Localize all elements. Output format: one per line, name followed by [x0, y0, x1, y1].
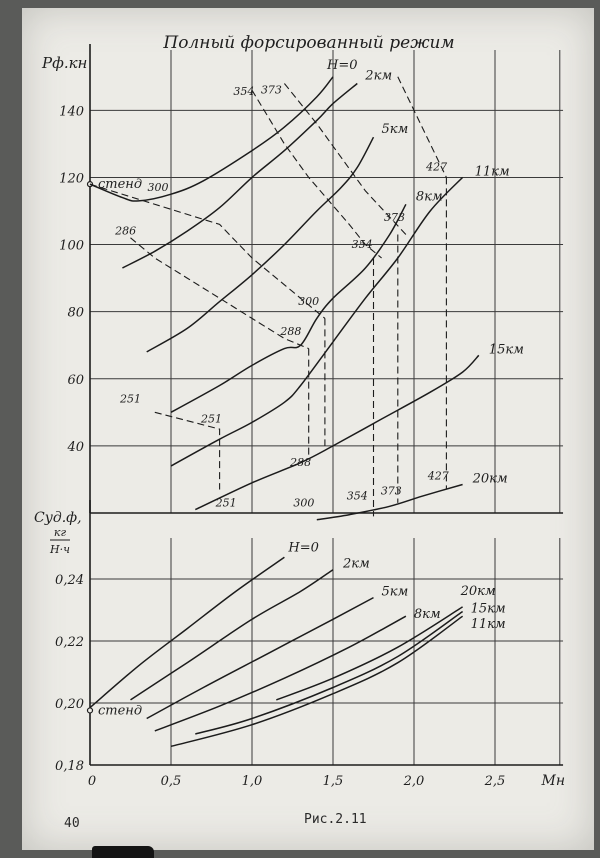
y-tick-label: 140: [59, 104, 84, 120]
figure-caption: Рис.2.11: [304, 812, 367, 827]
series-label: 20км: [460, 583, 496, 599]
temperature-label: 251: [201, 412, 222, 426]
temperature-label: 251: [120, 392, 141, 406]
stand-label: стенд: [98, 703, 143, 719]
y-tick-label: 0,20: [55, 697, 84, 712]
temperature-label: 300: [298, 294, 320, 308]
book-page: [22, 8, 594, 850]
series-label: 20км: [472, 471, 508, 487]
x-tick-label: 1,0: [241, 774, 263, 789]
series-line-2: [147, 598, 374, 719]
series-label: 15км: [470, 601, 506, 617]
x-axis-label: Mн: [541, 773, 566, 789]
temperature-label: 373: [380, 484, 402, 498]
chart-title: Полный форсированный режим: [163, 33, 455, 53]
y-axis-label: Pф.кн: [42, 54, 88, 72]
x-tick-label: 0,5: [160, 774, 182, 789]
series-line-3: [171, 204, 406, 412]
temperature-label: 354: [346, 489, 368, 503]
x-tick-label: 2,5: [484, 774, 506, 789]
series-label: 2км: [365, 68, 393, 84]
temperature-label: 427: [427, 469, 449, 483]
temperature-label: 354: [351, 237, 373, 251]
y-axis-unit: кг: [53, 526, 67, 539]
y-tick-label: 40: [67, 439, 84, 455]
temperature-label: 288: [280, 325, 302, 339]
temperature-dashed-line: [252, 90, 382, 258]
x-tick-label: 1,5: [322, 774, 344, 789]
series-line-3: [155, 616, 406, 731]
series-label: 5км: [381, 584, 409, 600]
thrust-chart: [41, 44, 563, 520]
y-tick-label: 0,22: [55, 635, 84, 650]
temperature-label: 300: [147, 180, 169, 194]
y-tick-label: 0,18: [55, 759, 84, 774]
temperature-label: 373: [384, 211, 406, 225]
y-axis-label: Cуд.ф,: [34, 510, 82, 526]
series-label: H=0: [327, 57, 358, 73]
y-tick-label: 60: [67, 372, 84, 388]
specific-consumption-chart: [34, 500, 565, 789]
series-label: 11км: [470, 617, 506, 633]
y-tick-label: 80: [67, 305, 84, 321]
series-line-0: [90, 557, 284, 707]
figure: [22, 8, 594, 850]
y-tick-label: 100: [59, 238, 84, 254]
series-line-1: [122, 84, 357, 269]
scan-smudge: [92, 846, 154, 858]
series-label: 2км: [343, 556, 370, 572]
page-number: 40: [64, 816, 80, 831]
x-tick-label: 0: [87, 774, 97, 789]
series-label: 8км: [413, 607, 441, 623]
y-tick-label: 0,24: [55, 573, 84, 588]
y-tick-label: 120: [59, 171, 84, 187]
temperature-label: 288: [290, 456, 312, 470]
temperature-label: 286: [115, 224, 137, 238]
series-label: 5км: [381, 122, 409, 138]
temperature-label: 300: [293, 496, 315, 510]
series-label: 11км: [474, 164, 510, 180]
series-label: 15км: [488, 342, 524, 358]
temperature-dashed-line: [90, 184, 325, 318]
temperature-label: 354: [233, 85, 255, 99]
stand-label: стенд: [98, 177, 143, 193]
series-label: H=0: [288, 540, 319, 556]
y-axis-unit: Н·ч: [50, 543, 70, 556]
temperature-label: 251: [215, 496, 237, 510]
temperature-label: 373: [260, 83, 282, 97]
temperature-label: 427: [426, 160, 448, 174]
series-label: 8км: [415, 189, 443, 205]
stand-point-marker: [88, 708, 93, 713]
x-tick-label: 2,0: [403, 774, 425, 789]
